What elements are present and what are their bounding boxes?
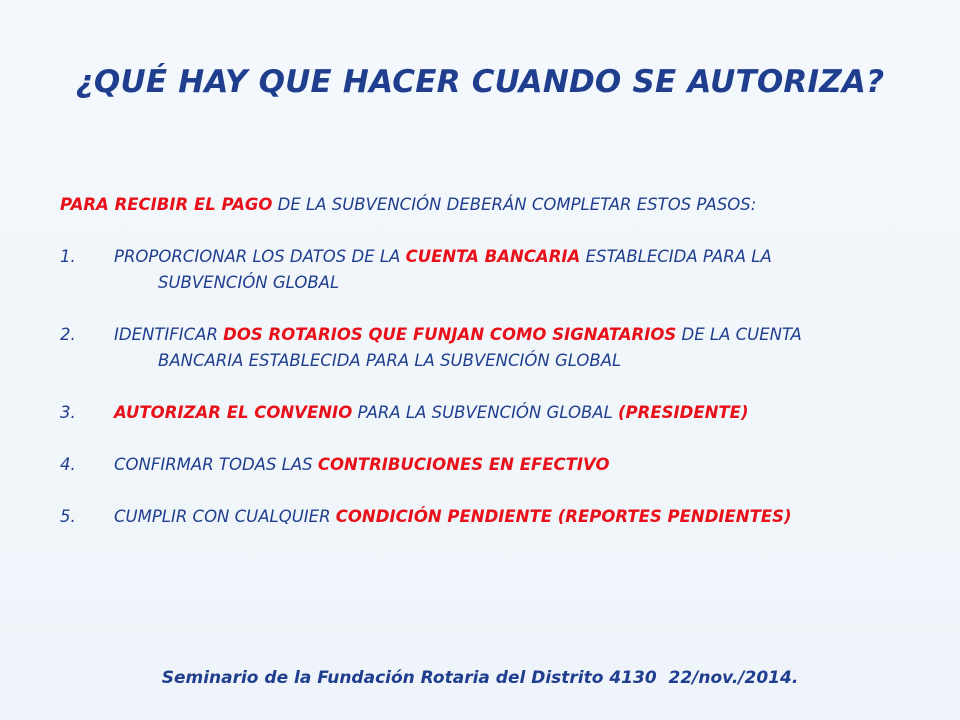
step-5	[60, 504, 920, 530]
step-3	[60, 400, 920, 426]
intro-text: DE LA SUBVENCIÓN DEBERÁN COMPLETAR ESTOS PASOS:	[272, 195, 757, 214]
step-text: PROPORCIONAR LOS DATOS DE LA	[114, 247, 406, 266]
step-highlight: CONTRIBUCIONES EN EFECTIVO	[317, 455, 610, 474]
step-number: 3.	[60, 403, 76, 422]
step-highlight: AUTORIZAR EL CONVENIO	[114, 403, 353, 422]
step-text: DE LA CUENTA	[676, 325, 802, 344]
step-continuation: BANCARIA ESTABLECIDA PARA LA SUBVENCIÓN GLOBAL	[158, 351, 622, 370]
step-text: ESTABLECIDA PARA LA	[580, 247, 772, 266]
step-2	[60, 322, 920, 374]
step-continuation: SUBVENCIÓN GLOBAL	[158, 273, 340, 292]
step-text: CUMPLIR CON CUALQUIER	[114, 507, 336, 526]
step-text: CONFIRMAR TODAS LAS	[114, 455, 318, 474]
step-number: 5.	[60, 507, 76, 526]
intro-line	[60, 192, 920, 218]
step-text: IDENTIFICAR	[114, 325, 224, 344]
slide-footer: Seminario de la Fundación Rotaria del Distrito 4130 22/nov./2014.	[161, 668, 799, 688]
step-number: 1.	[60, 247, 76, 266]
step-4	[60, 452, 920, 478]
slide-body	[60, 192, 920, 530]
slide-title: ¿QUÉ HAY QUE HACER CUANDO SE AUTORIZA?	[75, 64, 885, 100]
step-number: 4.	[60, 455, 76, 474]
step-text: PARA LA SUBVENCIÓN GLOBAL	[352, 403, 619, 422]
step-highlight-secondary: (PRESIDENTE)	[618, 403, 749, 422]
step-highlight: DOS ROTARIOS QUE FUNJAN COMO SIGNATARIOS	[223, 325, 677, 344]
step-number: 2.	[60, 325, 76, 344]
step-1	[60, 244, 920, 296]
step-highlight: CONDICIÓN PENDIENTE (REPORTES PENDIENTES)	[335, 507, 792, 526]
step-highlight: CUENTA BANCARIA	[405, 247, 581, 266]
intro-highlight: PARA RECIBIR EL PAGO	[60, 195, 273, 214]
